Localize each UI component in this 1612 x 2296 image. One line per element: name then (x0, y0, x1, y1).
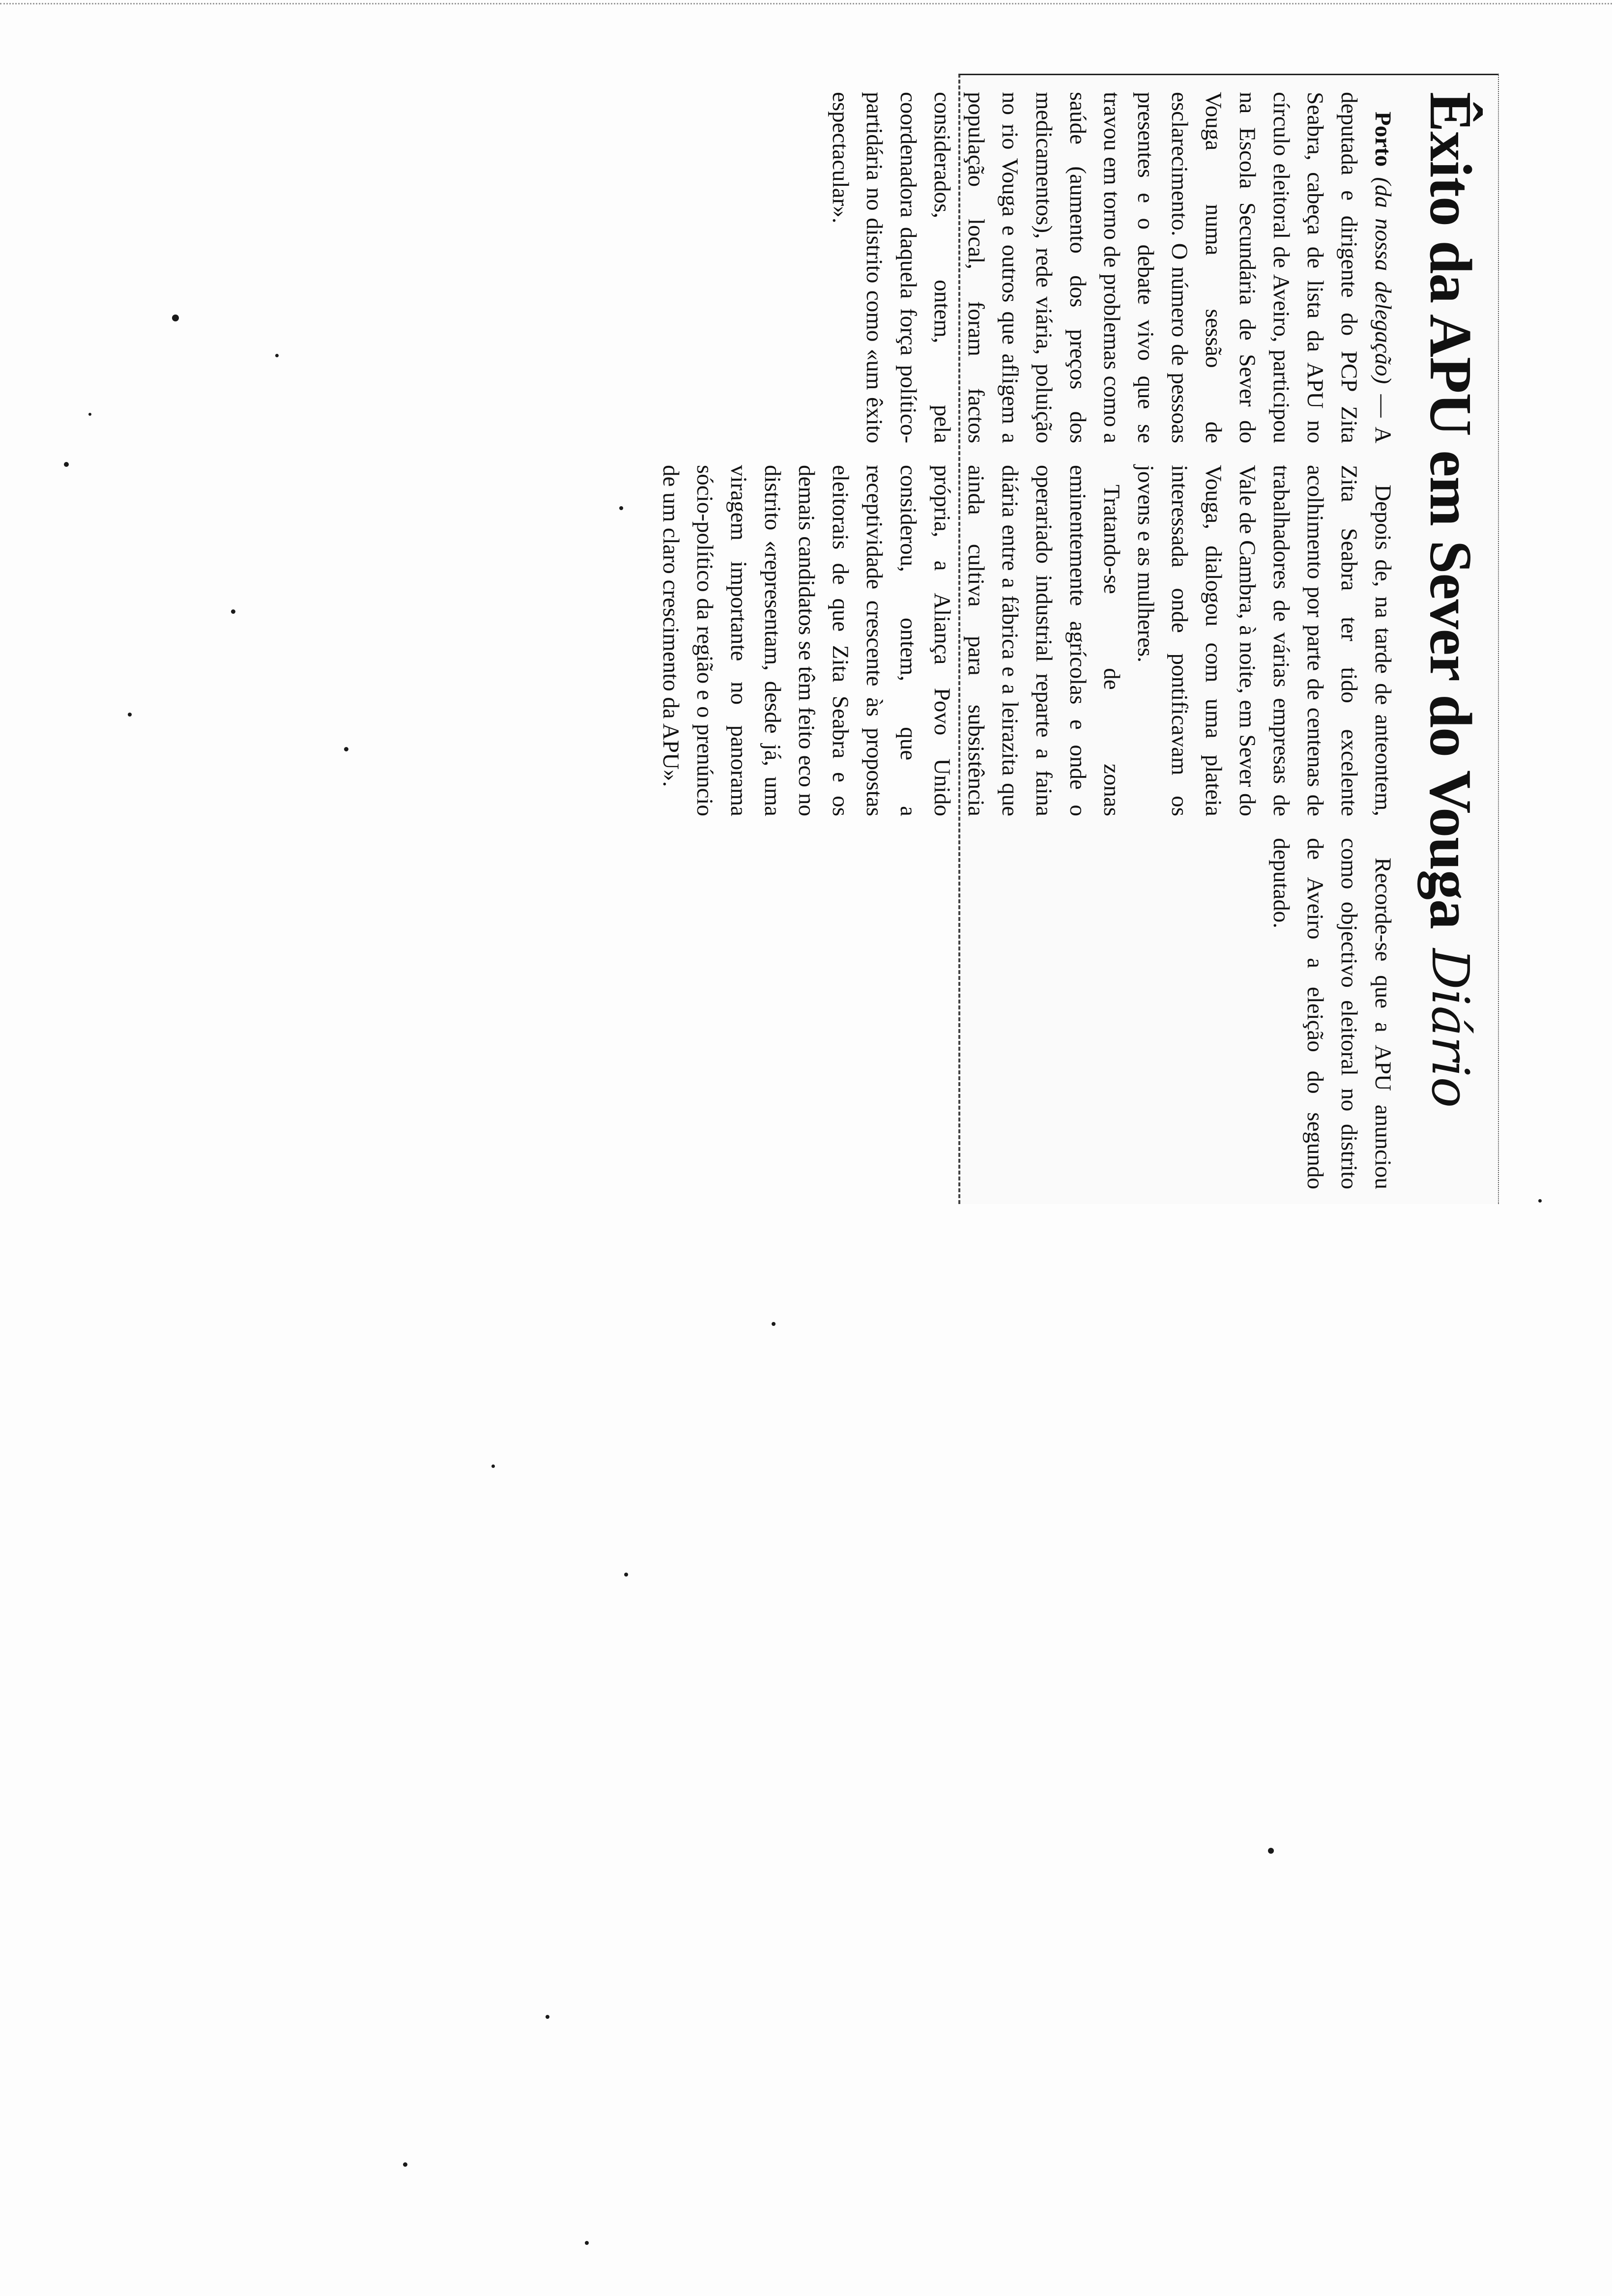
article-columns (658, 92, 1400, 1189)
headline-row (1413, 92, 1487, 1189)
lead-credit: (da nossa delegação) (1370, 177, 1396, 384)
speck (491, 1464, 495, 1468)
column-2-paragraph-2: Tratando-se de zonas eminentemente agrícolas e onde o operariado industrial reparte a faina diária entre a fábrica e a leirazita que ainda cultiva para subsistência própria, a Aliança Povo Unido considerou, ontem, que a receptividade crescente às propostas eleitorais de que Zita Seabra e os demais candidatos se têm feito eco no distrito «representam, desde já, uma viragem importante no panorama sócio-político da região e o prenúncio de um claro crescimento da APU». (658, 465, 1124, 816)
speck (172, 315, 179, 321)
column-3 (977, 838, 1400, 1189)
column-2 (658, 465, 1400, 816)
column-1-text: — A deputada e dirigente do PCP Zita Seabra, cabeça de lista da APU no círculo eleitoral de Aveiro, participou na Escola Secundária de Sever do Vouga numa sessão de esclarecimento. O número de pessoas presentes e o debate vivo que se travou em torno de problemas como a saúde (aumento dos preços dos medicamentos), rede viária, poluição no rio Vouga e outros que afligem a população local, foram factos considerados, ontem, pela coordenadora daquela força político-partidária no distrito como «um êxito espectacular». (828, 92, 1396, 444)
speck (403, 2162, 407, 2167)
column-2-paragraph-1: Depois de, na tarde de anteontem, Zita Seabra ter tido excelente acolhimento por parte de centenas de trabalhadores de várias empresas de Vale de Cambra, à noite, em Sever do Vouga, dialogou com uma plateia interessada onde pontificavam os jovens e as mulheres. (1133, 465, 1396, 816)
speck (772, 1322, 776, 1326)
speck (624, 1573, 628, 1577)
speck (1538, 1199, 1542, 1203)
headline: Êxito da APU em Sever do Vouga (1417, 92, 1484, 929)
top-edge-rule (0, 0, 1612, 4)
speck (231, 609, 235, 614)
speck (1268, 1848, 1274, 1854)
speck (344, 747, 348, 751)
column-1 (828, 92, 1400, 444)
speck (128, 713, 132, 717)
handwritten-signature: Diário (1420, 948, 1480, 1108)
speck (64, 462, 69, 467)
speck (275, 354, 279, 357)
speck (619, 506, 623, 510)
speck (88, 413, 91, 416)
lead-place: Porto (1370, 112, 1396, 167)
lead-paragraph (823, 92, 1400, 443)
newspaper-clipping (658, 74, 1499, 1204)
speck (585, 2241, 589, 2245)
column-3-paragraph: Recorde-se que a APU anunciou como objectivo eleitoral no distrito de Aveiro a eleição do segundo deputado. (1268, 838, 1396, 1189)
speck (546, 2015, 549, 2019)
